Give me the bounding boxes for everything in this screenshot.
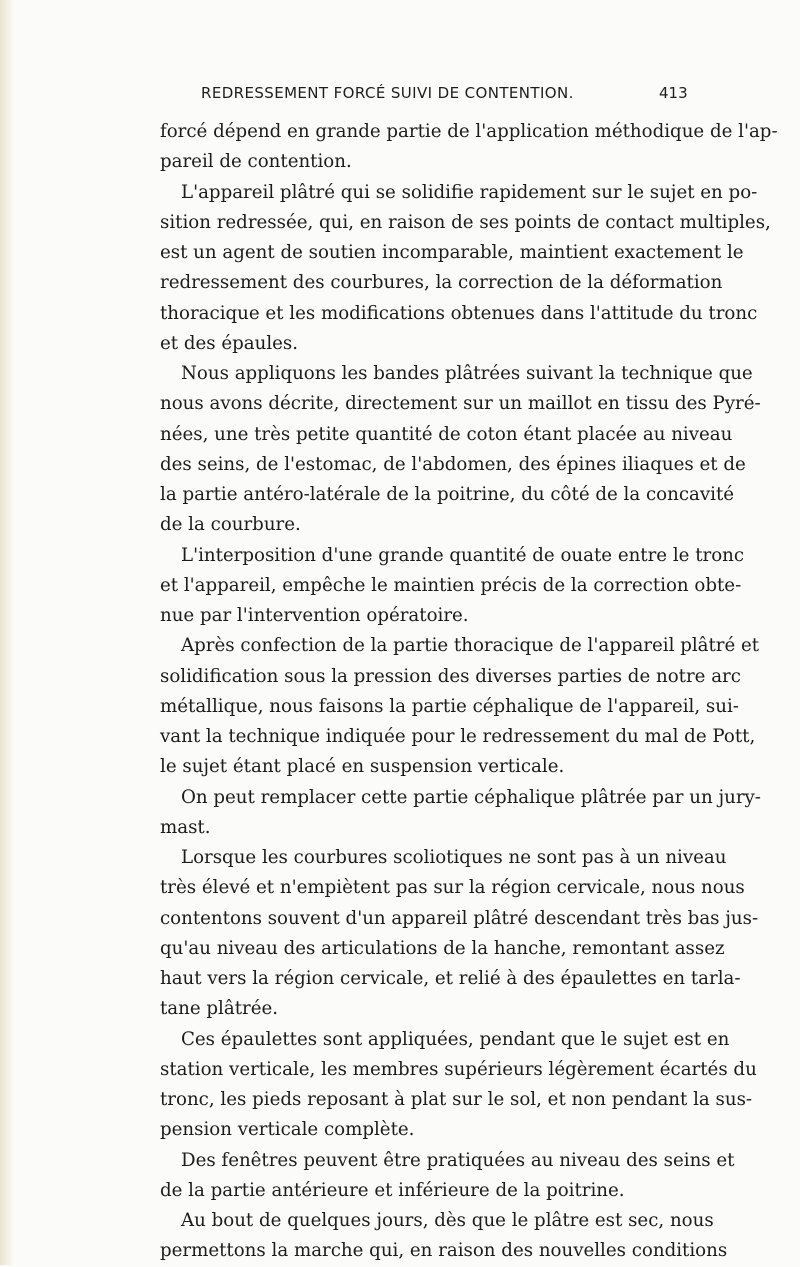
text-line: sition redressée, qui, en raison de ses points de contact multiples,	[160, 211, 771, 233]
text-line: de la partie antérieure et inférieure de la poitrine.	[160, 1179, 625, 1201]
text-line: permettons la marche qui, en raison des nouvelles conditions	[160, 1240, 728, 1262]
text-line: pareil de contention.	[160, 151, 352, 173]
text-line: tronc, les pieds reposant à plat sur le sol, et non pendant la sus-	[160, 1089, 753, 1110]
text-line: L'appareil plâtré qui se solidifie rapidement sur le sujet en po-	[181, 181, 758, 203]
text-line: et des épaules.	[160, 332, 299, 354]
text-line: vant la technique indiquée pour le redressement du mal de Pott,	[160, 726, 756, 747]
text-line: haut vers la région cervicale, et relié à des épaulettes en tarla-	[160, 968, 741, 989]
text-line: Nous appliquons les bandes plâtrées suivant la technique que	[181, 363, 753, 384]
text-line: pension verticale complète.	[160, 1119, 415, 1141]
text-line: et l'appareil, empêche le maintien précis de la correction obte-	[160, 574, 742, 596]
text-line: nées, une très petite quantité de coton étant placée au niveau	[160, 423, 733, 445]
page-binding-edge	[0, 0, 14, 1265]
text-line: Lorsque les courbures scoliotiques ne sont pas à un niveau	[181, 847, 727, 868]
text-line: On peut remplacer cette partie céphalique plâtrée par un jury-	[181, 786, 761, 808]
text-line: qu'au niveau des articulations de la hanche, remontant assez	[160, 937, 725, 959]
text-line: Ces épaulettes sont appliquées, pendant que le sujet est en	[181, 1028, 730, 1050]
text-line: très élevé et n'empiètent pas sur la région cervicale, nous nous	[160, 877, 745, 899]
page-header	[0, 84, 800, 108]
text-line: Des fenêtres peuvent être pratiquées au niveau des seins et	[181, 1149, 735, 1171]
text-line: le sujet étant placé en suspension verticale.	[160, 756, 565, 778]
text-line: de la courbure.	[160, 514, 301, 536]
text-line: Après confection de la partie thoracique de l'appareil plâtré et	[181, 635, 760, 657]
text-line: redressement des courbures, la correction de la déformation	[160, 272, 723, 294]
text-line: Au bout de quelques jours, dès que le plâtre est sec, nous	[181, 1210, 714, 1231]
text-line: mast.	[160, 816, 211, 838]
text-line: contentons souvent d'un appareil plâtré descendant très bas jus-	[160, 907, 759, 929]
running-title: REDRESSEMENT FORCÉ SUIVI DE CONTENTION.	[201, 84, 574, 102]
text-line: métallique, nous faisons la partie céphalique de l'appareil, sui-	[160, 695, 739, 717]
page-number: 413	[659, 84, 688, 102]
text-line: solidification sous la pression des diverses parties de notre arc	[160, 665, 741, 687]
text-line: nous avons décrite, directement sur un maillot en tissu des Pyré-	[160, 393, 761, 415]
text-line: tane plâtrée.	[160, 998, 279, 1020]
text-line: des seins, de l'estomac, de l'abdomen, des épines iliaques et de	[160, 453, 746, 475]
text-line: thoracique et les modifications obtenues dans l'attitude du tronc	[160, 302, 758, 324]
text-line: est un agent de soutien incomparable, maintient exactement le	[160, 242, 744, 263]
text-line: nue par l'intervention opératoire.	[160, 605, 469, 626]
text-line: la partie antéro-latérale de la poitrine, du côté de la concavité	[160, 484, 735, 505]
text-line: station verticale, les membres supérieurs légèrement écartés du	[160, 1058, 757, 1080]
text-line: L'interposition d'une grande quantité de ouate entre le tronc	[181, 544, 745, 566]
body-text	[160, 117, 778, 1267]
text-line: forcé dépend en grande partie de l'application méthodique de l'ap-	[160, 121, 778, 142]
